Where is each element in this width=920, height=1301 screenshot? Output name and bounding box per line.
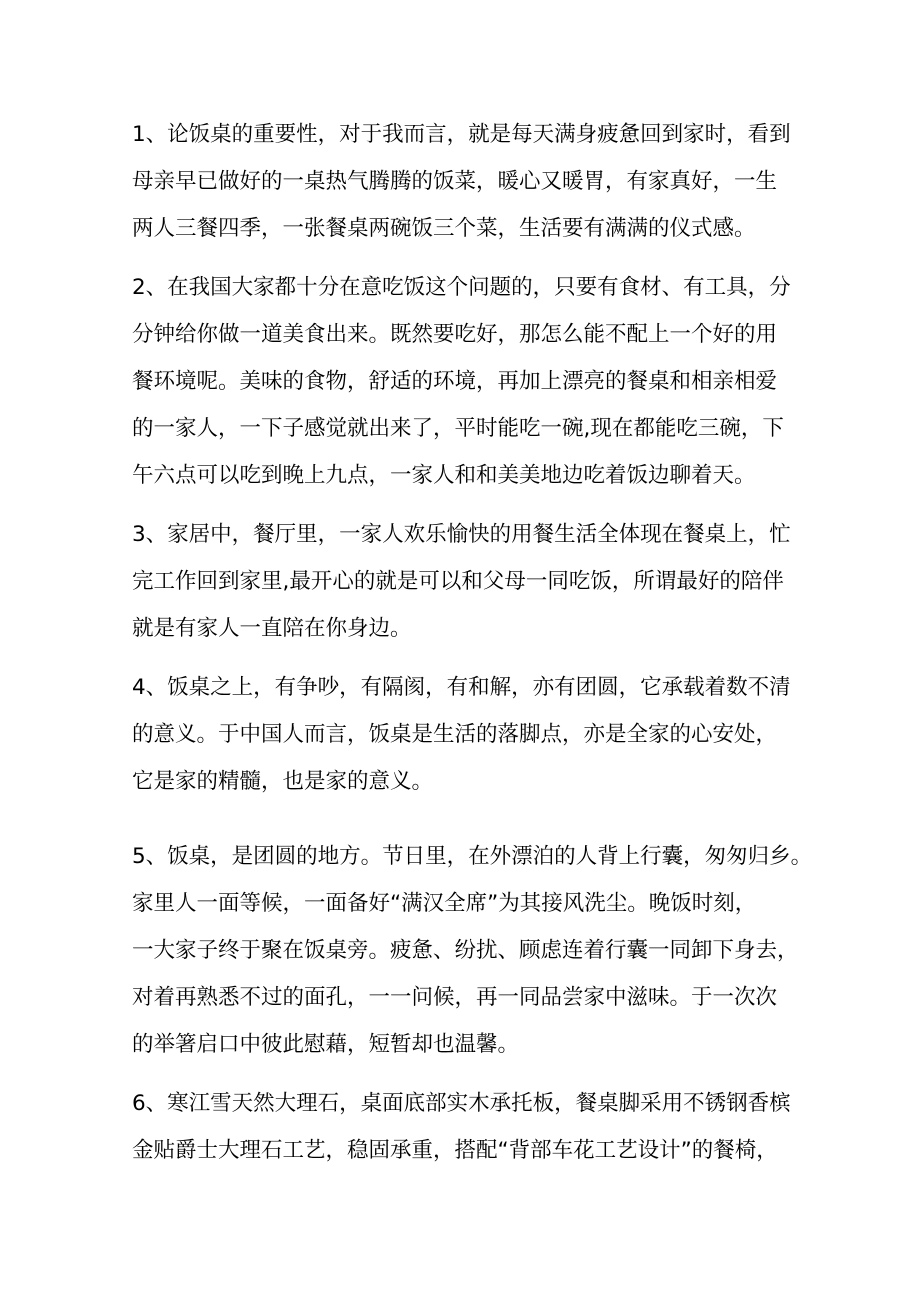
paragraph-spacer: [132, 805, 822, 833]
text-line: 的意义。于中国人而言，饭桌是生活的落脚点，亦是全家的心安处，: [132, 722, 778, 747]
text-line: 金贴爵士大理石工艺，稳固承重，搭配“背部车花工艺设计”的餐椅，: [132, 1138, 778, 1163]
document-page: [132, 111, 822, 1174]
text-line: 餐环境呢。美味的食物，舒适的环境，再加上漂亮的餐桌和相亲相爱: [132, 369, 778, 394]
paragraph-4: [132, 664, 822, 805]
text-line: 3、家居中，餐厅里，一家人欢乐愉快的用餐生活全体现在餐桌上，忙: [132, 522, 791, 547]
text-line: 的一家人，一下子感觉就出来了，平时能吃一碗,现在都能吃三碗，下: [132, 416, 784, 441]
paragraph-spacer: [132, 252, 822, 264]
text-line: 就是有家人一直陪在你身边。: [132, 616, 412, 641]
text-line: 对着再熟悉不过的面孔，一一问候，再一同品尝家中滋味。于一次次: [132, 985, 778, 1010]
paragraph-spacer: [132, 1068, 822, 1080]
text-line: 午六点可以吃到晚上九点，一家人和和美美地边吃着饭边聊着天。: [132, 463, 756, 488]
paragraph-spacer: [132, 652, 822, 664]
paragraph-1: [132, 111, 822, 252]
text-line: 一大家子终于聚在饭桌旁。疲惫、纷扰、顾虑连着行囊一同卸下身去，: [132, 938, 799, 963]
text-line: 分钟给你做一道美食出来。既然要吃好，那怎么能不配上一个好的用: [132, 322, 778, 347]
text-line: 5、饭桌，是团圆的地方。节日里，在外漂泊的人背上行囊，匆匆归乡。: [132, 844, 813, 869]
text-line: 6、寒江雪天然大理石，桌面底部实木承托板，餐桌脚采用不锈钢香槟: [132, 1091, 791, 1116]
paragraph-3: [132, 511, 822, 652]
text-line: 母亲早已做好的一桌热气腾腾的饭菜，暖心又暖胃，有家真好，一生: [132, 169, 778, 194]
text-line: 1、论饭桌的重要性，对于我而言，就是每天满身疲惫回到家时，看到: [132, 122, 791, 147]
text-line: 完工作回到家里,最开心的就是可以和父母一同吃饭，所谓最好的陪伴: [132, 569, 784, 594]
paragraph-5: [132, 833, 822, 1068]
text-line: 它是家的精髓，也是家的意义。: [132, 769, 434, 794]
paragraph-2: [132, 264, 822, 499]
paragraph-6: [132, 1080, 822, 1174]
text-line: 4、饭桌之上，有争吵，有隔阂，有和解，亦有团圆，它承载着数不清: [132, 675, 791, 700]
text-line: 2、在我国大家都十分在意吃饭这个问题的，只要有食材、有工具，分: [132, 275, 791, 300]
text-line: 两人三餐四季，一张餐桌两碗饭三个菜，生活要有满满的仪式感。: [132, 216, 756, 241]
text-line: 的举箸启口中彼此慰藉，短暂却也温馨。: [132, 1032, 520, 1057]
paragraph-spacer: [132, 499, 822, 511]
text-line: 家里人一面等候，一面备好“满汉全席”为其接风洗尘。晚饭时刻，: [132, 891, 757, 916]
